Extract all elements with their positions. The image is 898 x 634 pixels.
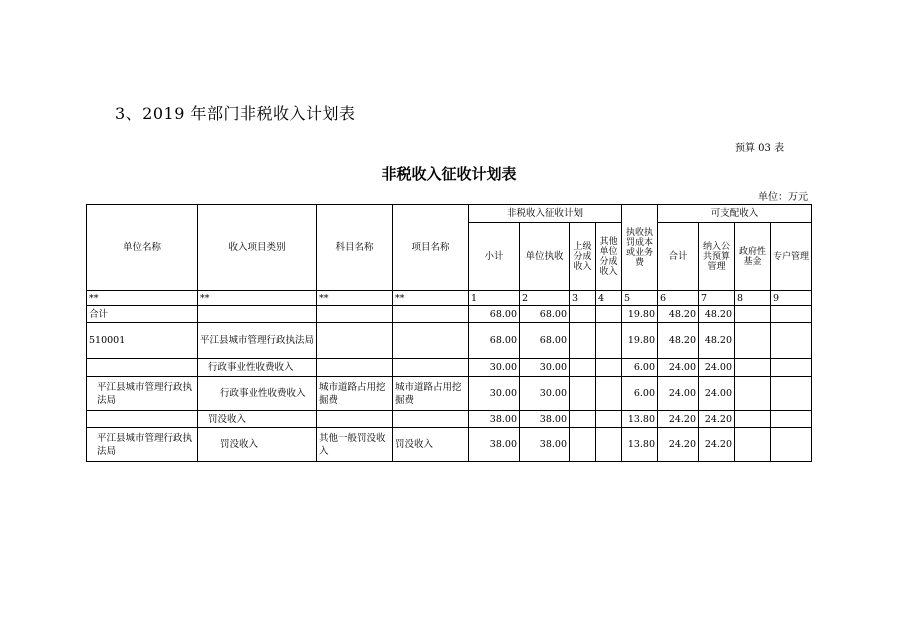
cell-unit-collect: 30.00 (520, 359, 570, 377)
cell-subject: 其他一般罚没收入 (317, 428, 393, 462)
cell-subtotal: 30.00 (469, 377, 520, 411)
cell-item: 城市道路占用挖掘费 (393, 377, 469, 411)
cell-unit (87, 359, 198, 377)
cell-unit-collect: 38.00 (520, 411, 570, 428)
cell-special-mgmt (771, 411, 812, 428)
header-public-budget: 纳入公共预算管理 (699, 223, 735, 291)
cell-special-mgmt (771, 377, 812, 411)
cell-subject (317, 306, 393, 323)
cell-subject (317, 359, 393, 377)
cell-unit-collect: 68.00 (520, 306, 570, 323)
cell-category: 罚没收入 (198, 428, 317, 462)
cell-gov-fund (735, 306, 771, 323)
cell-other-share (596, 323, 622, 359)
table-row (87, 428, 812, 462)
cell-public-budget: 48.20 (699, 306, 735, 323)
header-upper-share: 上级分成收入 (570, 223, 596, 291)
cell-gov-fund (735, 428, 771, 462)
cell-unit: 510001 (87, 323, 198, 359)
cell-other-share (596, 377, 622, 411)
cell-upper-share (570, 377, 596, 411)
seq-cell: 5 (622, 291, 658, 306)
cell-special-mgmt (771, 306, 812, 323)
cell-subject: 城市道路占用挖掘费 (317, 377, 393, 411)
cell-penalty-cost: 13.80 (622, 411, 658, 428)
cell-public-budget: 48.20 (699, 323, 735, 359)
cell-subtotal: 38.00 (469, 411, 520, 428)
cell-unit: 平江县城市管理行政执法局 (87, 377, 198, 411)
cell-gov-fund (735, 377, 771, 411)
cell-item (393, 411, 469, 428)
cell-category: 平江县城市管理行政执法局 (198, 323, 317, 359)
header-item: 项目名称 (393, 205, 469, 291)
seq-cell: 3 (570, 291, 596, 306)
cell-upper-share (570, 428, 596, 462)
cell-gov-fund (735, 323, 771, 359)
cell-other-share (596, 359, 622, 377)
seq-cell: 1 (469, 291, 520, 306)
seq-cell: ** (198, 291, 317, 306)
cell-special-mgmt (771, 428, 812, 462)
cell-item (393, 306, 469, 323)
cell-disp-total: 24.20 (658, 411, 699, 428)
header-category: 收入项目类别 (198, 205, 317, 291)
table-row (87, 306, 812, 323)
cell-public-budget: 24.20 (699, 428, 735, 462)
cell-subtotal: 68.00 (469, 306, 520, 323)
cell-public-budget: 24.00 (699, 377, 735, 411)
cell-category: 行政事业性收费收入 (198, 359, 317, 377)
table-row (87, 323, 812, 359)
seq-cell: ** (317, 291, 393, 306)
header-subtotal: 小计 (469, 223, 520, 291)
cell-item (393, 359, 469, 377)
cell-other-share (596, 411, 622, 428)
cell-subject (317, 323, 393, 359)
cell-disp-total: 48.20 (658, 323, 699, 359)
cell-unit-collect: 30.00 (520, 377, 570, 411)
cell-unit-collect: 68.00 (520, 323, 570, 359)
seq-cell: 4 (596, 291, 622, 306)
unit-label: 单位：万元 (758, 192, 808, 203)
cell-category: 行政事业性收费收入 (198, 377, 317, 411)
header-special-mgmt: 专户管理 (771, 223, 812, 291)
header-subject: 科目名称 (317, 205, 393, 291)
cell-other-share (596, 306, 622, 323)
cell-category (198, 306, 317, 323)
cell-public-budget: 24.20 (699, 411, 735, 428)
table-row (87, 359, 812, 377)
cell-subject (317, 411, 393, 428)
header-disp-total: 合计 (658, 223, 699, 291)
cell-disp-total: 24.20 (658, 428, 699, 462)
cell-subtotal: 38.00 (469, 428, 520, 462)
cell-disp-total: 48.20 (658, 306, 699, 323)
header-penalty-cost: 执收执罚成本或业务费 (622, 205, 658, 291)
header-row-1 (87, 205, 812, 223)
header-disposable-group: 可支配收入 (658, 205, 812, 223)
cell-unit (87, 411, 198, 428)
header-unit-collect: 单位执收 (520, 223, 570, 291)
cell-special-mgmt (771, 359, 812, 377)
cell-unit-collect: 38.00 (520, 428, 570, 462)
page-heading: 3、2019 年部门非税收入计划表 (115, 104, 356, 123)
sequence-row (87, 291, 812, 306)
cell-public-budget: 24.00 (699, 359, 735, 377)
seq-cell: 7 (699, 291, 735, 306)
seq-cell: 8 (735, 291, 771, 306)
cell-upper-share (570, 359, 596, 377)
header-unit-name: 单位名称 (87, 205, 198, 291)
cell-disp-total: 24.00 (658, 377, 699, 411)
cell-upper-share (570, 411, 596, 428)
cell-upper-share (570, 323, 596, 359)
seq-cell: 9 (771, 291, 812, 306)
cell-gov-fund (735, 359, 771, 377)
seq-cell: 2 (520, 291, 570, 306)
cell-special-mgmt (771, 323, 812, 359)
cell-unit: 平江县城市管理行政执法局 (87, 428, 198, 462)
cell-item (393, 323, 469, 359)
seq-cell: ** (393, 291, 469, 306)
cell-other-share (596, 428, 622, 462)
cell-upper-share (570, 306, 596, 323)
seq-cell: 6 (658, 291, 699, 306)
table-row (87, 377, 812, 411)
form-number: 预算 03 表 (735, 143, 785, 154)
cell-penalty-cost: 6.00 (622, 377, 658, 411)
cell-penalty-cost: 13.80 (622, 428, 658, 462)
seq-cell: ** (87, 291, 198, 306)
table-row (87, 411, 812, 428)
table-title: 非税收入征收计划表 (381, 165, 517, 183)
header-plan-group: 非税收入征收计划 (469, 205, 622, 223)
cell-item: 罚没收入 (393, 428, 469, 462)
header-other-share: 其他单位分成收入 (596, 223, 622, 291)
cell-penalty-cost: 19.80 (622, 323, 658, 359)
cell-subtotal: 68.00 (469, 323, 520, 359)
cell-category: 罚没收入 (198, 411, 317, 428)
non-tax-revenue-table (86, 204, 812, 462)
cell-unit: 合计 (87, 306, 198, 323)
cell-penalty-cost: 19.80 (622, 306, 658, 323)
cell-disp-total: 24.00 (658, 359, 699, 377)
cell-penalty-cost: 6.00 (622, 359, 658, 377)
header-gov-fund: 政府性基金 (735, 223, 771, 291)
cell-subtotal: 30.00 (469, 359, 520, 377)
cell-gov-fund (735, 411, 771, 428)
